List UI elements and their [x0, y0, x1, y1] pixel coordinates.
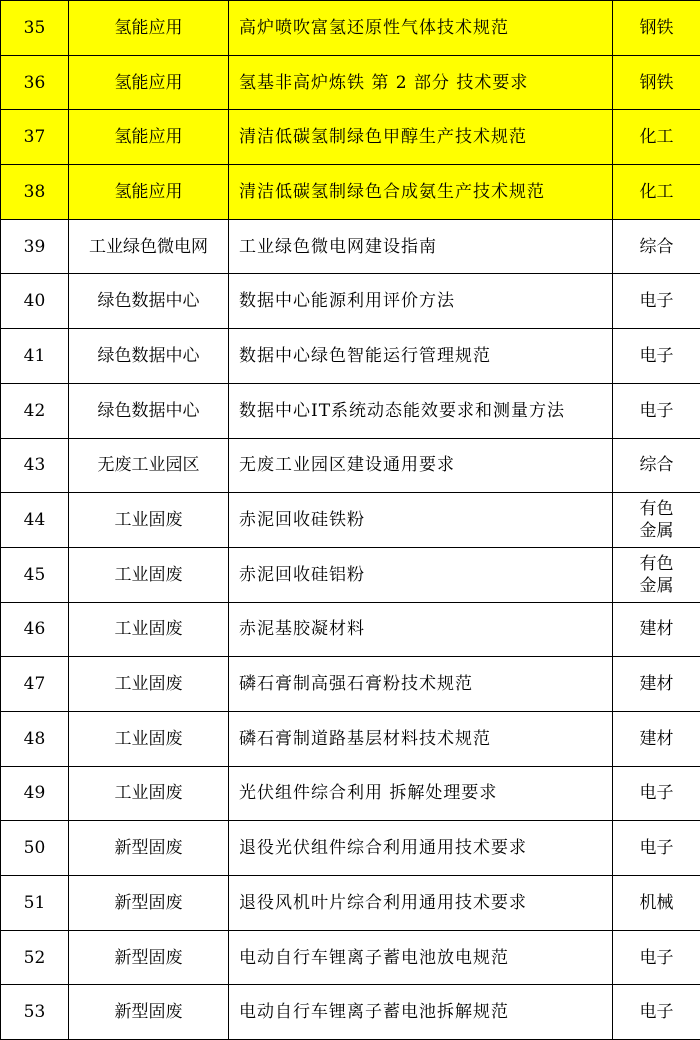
category-cell: 氢能应用: [69, 165, 229, 220]
row-number-cell: 40: [1, 274, 69, 329]
category-cell: 绿色数据中心: [69, 329, 229, 384]
standard-title-cell: 退役风机叶片综合利用通用技术要求: [229, 876, 613, 931]
standard-title-cell: 工业绿色微电网建设指南: [229, 219, 613, 274]
industry-cell: 化工: [613, 110, 700, 165]
row-number-cell: 36: [1, 55, 69, 110]
table-row: [1, 165, 700, 220]
table-row: [1, 547, 700, 602]
table-row: [1, 821, 700, 876]
row-number-cell: 43: [1, 438, 69, 493]
industry-cell: 钢铁: [613, 55, 700, 110]
industry-cell: 有色 金属: [613, 493, 700, 548]
table-row: [1, 766, 700, 821]
category-cell: 氢能应用: [69, 1, 229, 56]
row-number-cell: 52: [1, 930, 69, 985]
table-row: [1, 657, 700, 712]
standard-title-cell: 电动自行车锂离子蓄电池拆解规范: [229, 985, 613, 1040]
category-cell: 新型固废: [69, 821, 229, 876]
category-cell: 工业固废: [69, 493, 229, 548]
standard-title-cell: 磷石膏制高强石膏粉技术规范: [229, 657, 613, 712]
category-cell: 新型固废: [69, 930, 229, 985]
row-number-cell: 39: [1, 219, 69, 274]
row-number-cell: 44: [1, 493, 69, 548]
table-row: [1, 1, 700, 56]
category-cell: 无废工业园区: [69, 438, 229, 493]
industry-cell: 综合: [613, 438, 700, 493]
standard-title-cell: 赤泥回收硅铝粉: [229, 547, 613, 602]
industry-cell: 电子: [613, 766, 700, 821]
row-number-cell: 38: [1, 165, 69, 220]
table-row: [1, 493, 700, 548]
row-number-cell: 45: [1, 547, 69, 602]
row-number-cell: 51: [1, 876, 69, 931]
standard-title-cell: 数据中心IT系统动态能效要求和测量方法: [229, 383, 613, 438]
industry-cell: 电子: [613, 985, 700, 1040]
industry-cell: 建材: [613, 602, 700, 657]
standard-title-cell: 磷石膏制道路基层材料技术规范: [229, 711, 613, 766]
table-row: [1, 711, 700, 766]
standard-title-cell: 光伏组件综合利用 拆解处理要求: [229, 766, 613, 821]
industry-cell: 建材: [613, 657, 700, 712]
industry-cell: 电子: [613, 274, 700, 329]
industry-cell: 电子: [613, 821, 700, 876]
category-cell: 工业绿色微电网: [69, 219, 229, 274]
table-row: [1, 876, 700, 931]
category-cell: 氢能应用: [69, 55, 229, 110]
row-number-cell: 50: [1, 821, 69, 876]
category-cell: 绿色数据中心: [69, 274, 229, 329]
table-row: [1, 274, 700, 329]
table-row: [1, 383, 700, 438]
standard-title-cell: 清洁低碳氢制绿色合成氨生产技术规范: [229, 165, 613, 220]
industry-cell: 电子: [613, 930, 700, 985]
industry-cell: 电子: [613, 383, 700, 438]
industry-cell: 有色 金属: [613, 547, 700, 602]
table-row: [1, 110, 700, 165]
table-row: [1, 438, 700, 493]
category-cell: 工业固废: [69, 657, 229, 712]
row-number-cell: 46: [1, 602, 69, 657]
standard-title-cell: 数据中心绿色智能运行管理规范: [229, 329, 613, 384]
row-number-cell: 37: [1, 110, 69, 165]
industry-cell: 机械: [613, 876, 700, 931]
standard-title-cell: 高炉喷吹富氢还原性气体技术规范: [229, 1, 613, 56]
row-number-cell: 49: [1, 766, 69, 821]
standard-title-cell: 赤泥回收硅铁粉: [229, 493, 613, 548]
industry-cell: 综合: [613, 219, 700, 274]
row-number-cell: 47: [1, 657, 69, 712]
standard-title-cell: 电动自行车锂离子蓄电池放电规范: [229, 930, 613, 985]
table-row: [1, 602, 700, 657]
industry-cell: 钢铁: [613, 1, 700, 56]
table-row: [1, 985, 700, 1040]
category-cell: 新型固废: [69, 985, 229, 1040]
table-row: [1, 55, 700, 110]
category-cell: 新型固废: [69, 876, 229, 931]
industry-cell: 电子: [613, 329, 700, 384]
industry-cell: 建材: [613, 711, 700, 766]
table-row: [1, 329, 700, 384]
category-cell: 工业固废: [69, 711, 229, 766]
standard-title-cell: 清洁低碳氢制绿色甲醇生产技术规范: [229, 110, 613, 165]
standard-title-cell: 无废工业园区建设通用要求: [229, 438, 613, 493]
standard-title-cell: 氢基非高炉炼铁 第 2 部分 技术要求: [229, 55, 613, 110]
standard-title-cell: 赤泥基胶凝材料: [229, 602, 613, 657]
standard-title-cell: 数据中心能源利用评价方法: [229, 274, 613, 329]
row-number-cell: 48: [1, 711, 69, 766]
category-cell: 工业固废: [69, 547, 229, 602]
category-cell: 绿色数据中心: [69, 383, 229, 438]
row-number-cell: 35: [1, 1, 69, 56]
table-body: [1, 1, 700, 1040]
row-number-cell: 42: [1, 383, 69, 438]
table-row: [1, 219, 700, 274]
table-row: [1, 930, 700, 985]
row-number-cell: 53: [1, 985, 69, 1040]
row-number-cell: 41: [1, 329, 69, 384]
industry-cell: 化工: [613, 165, 700, 220]
category-cell: 氢能应用: [69, 110, 229, 165]
category-cell: 工业固废: [69, 766, 229, 821]
category-cell: 工业固废: [69, 602, 229, 657]
standard-title-cell: 退役光伏组件综合利用通用技术要求: [229, 821, 613, 876]
